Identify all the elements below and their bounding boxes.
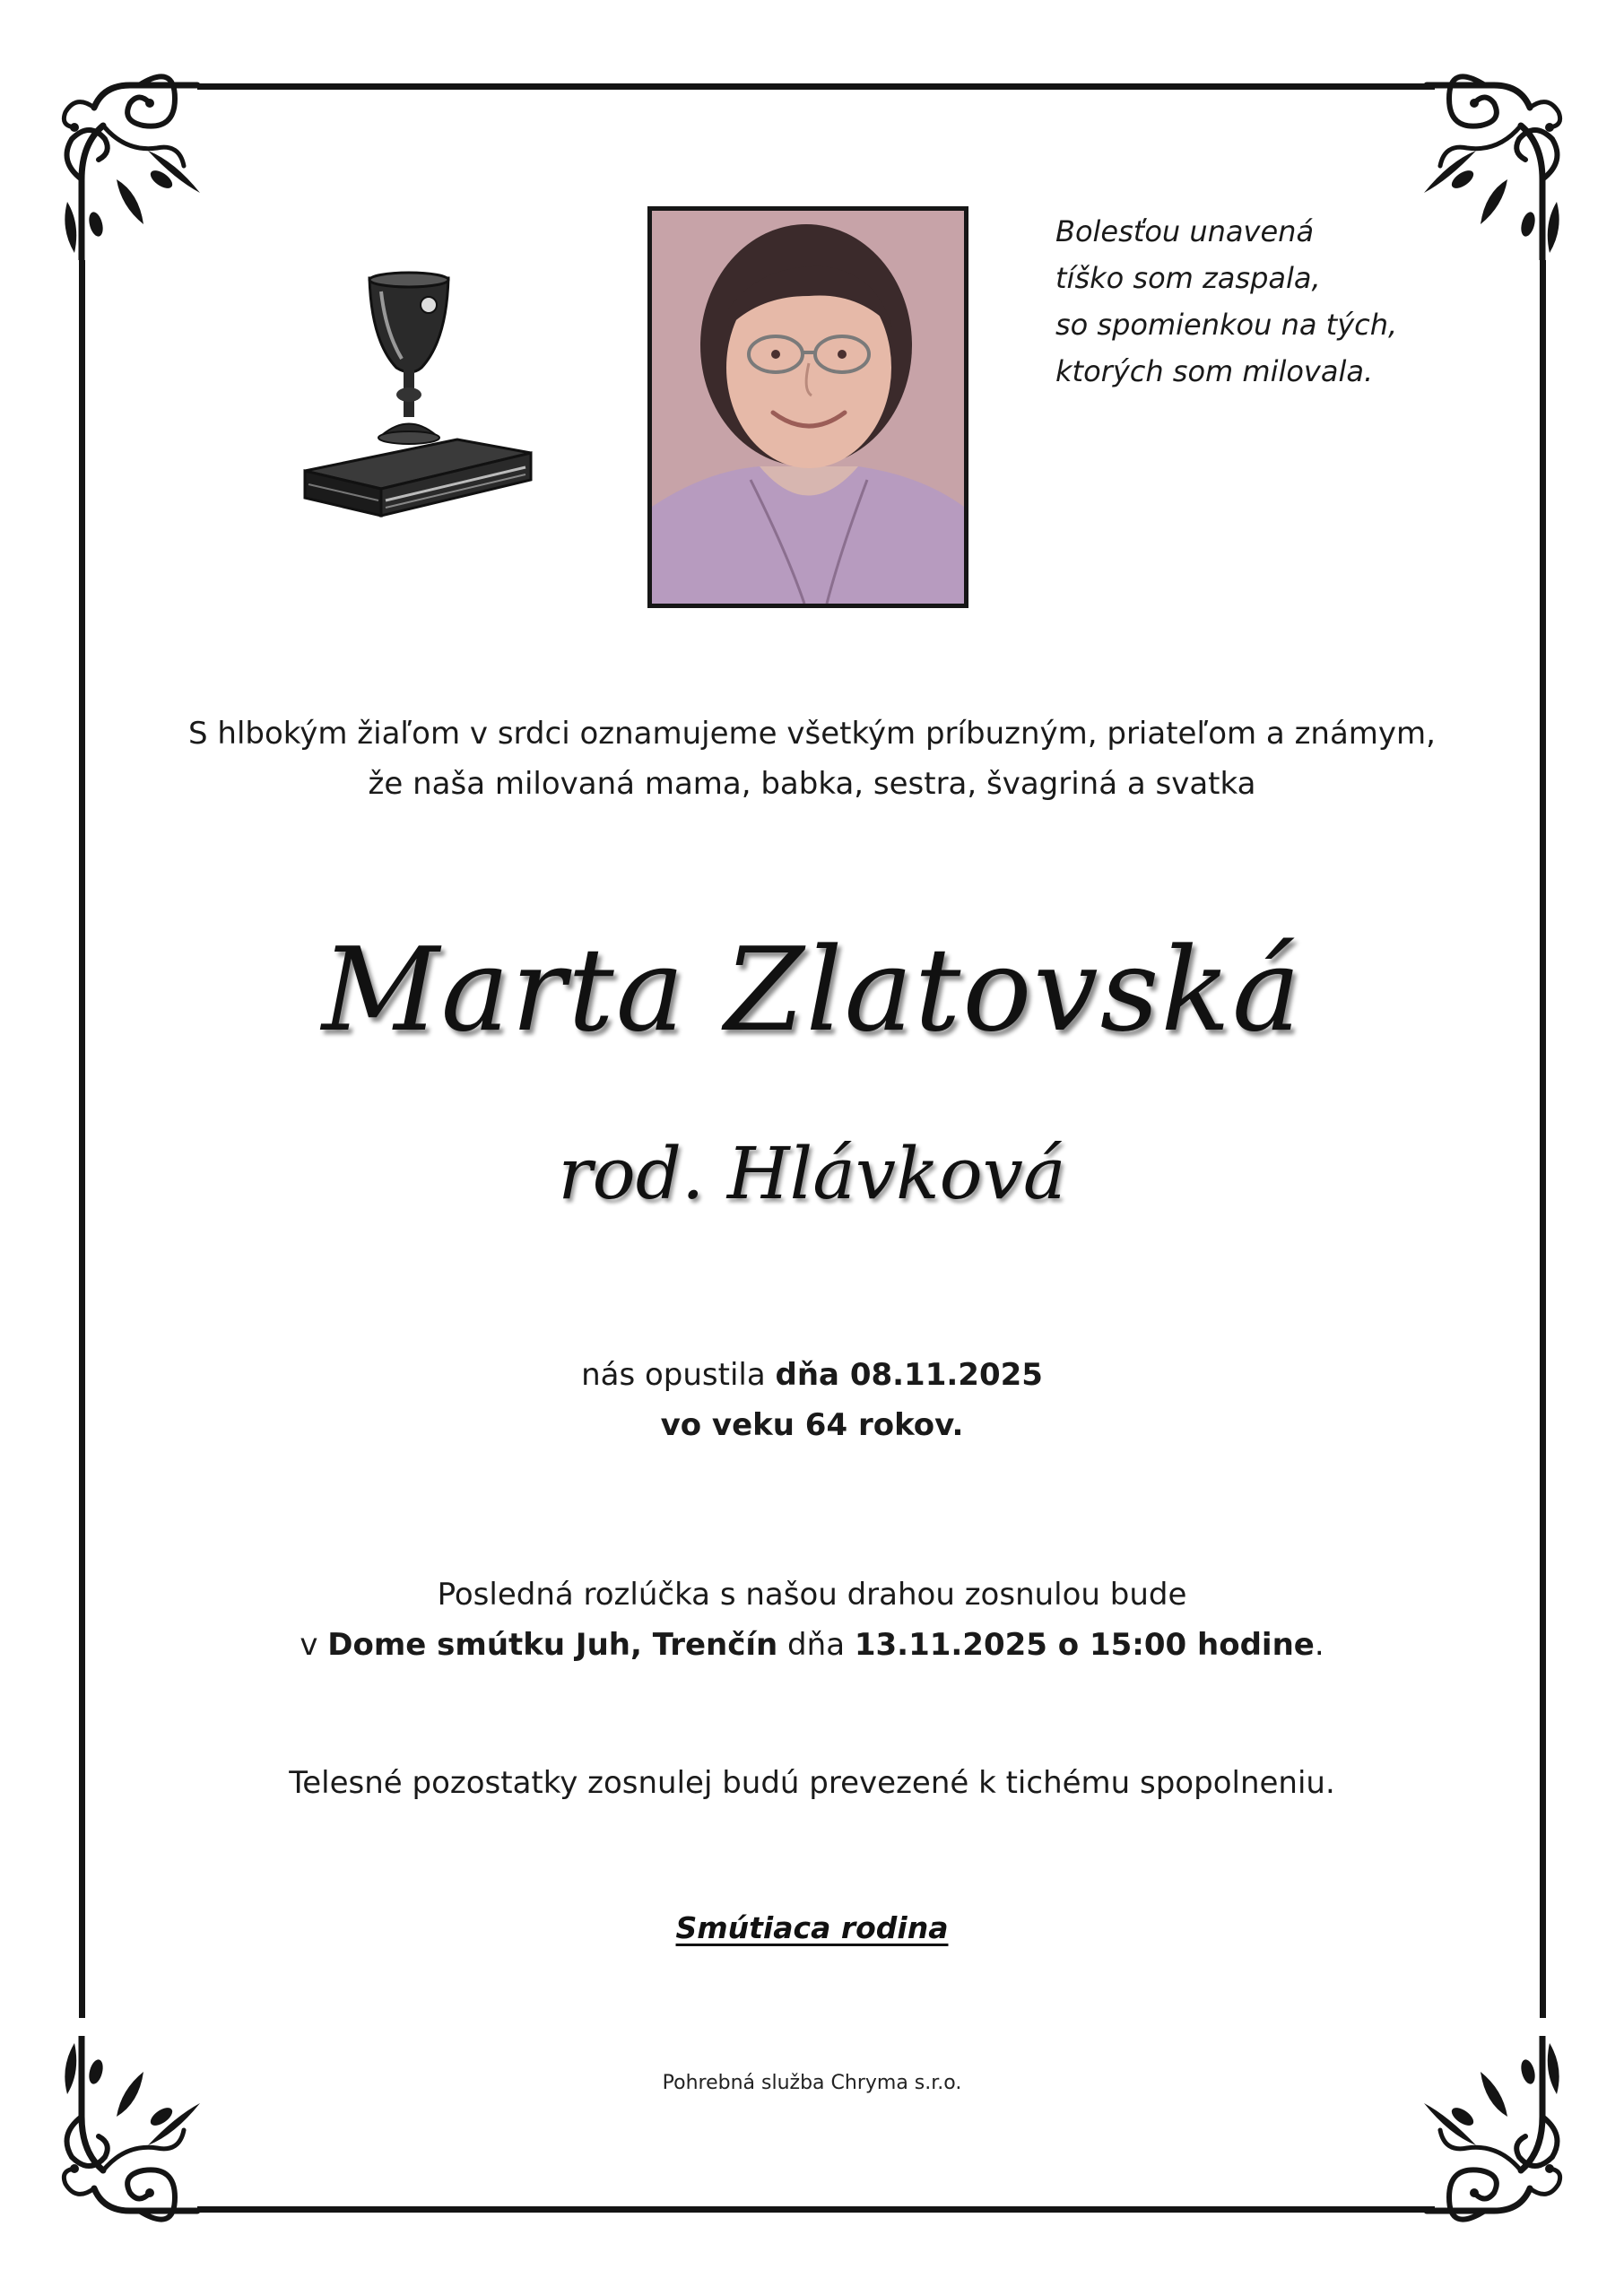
death-date-line [0,1350,1624,1400]
farewell-info [0,1570,1624,1670]
death-prefix: nás opustila [581,1357,776,1393]
remains-note [0,1758,1624,1808]
death-age-line [0,1400,1624,1450]
poem-line: tíško som zaspala, [1055,261,1321,295]
poem [1055,208,1468,395]
deceased-name: Marta Zlatovská [321,924,1303,1057]
farewell-place: Dome smútku Juh, Trenčín [327,1627,778,1663]
poem-line: Bolesťou unavená [1055,214,1315,248]
poem-line: so spomienkou na tých, [1055,308,1398,342]
funeral-service-footer: Pohrebná služba Chryma s.r.o. [662,2072,962,2094]
farewell-details [0,1620,1624,1670]
corner-ornament-icon [40,45,220,260]
poem-line: ktorých som milovala. [1055,354,1374,388]
farewell-middle: dňa [777,1627,855,1663]
death-date: dňa 08.11.2025 [775,1357,1043,1393]
death-info [0,1350,1624,1450]
farewell-datetime: 13.11.2025 o 15:00 hodine [854,1627,1315,1663]
remains-text: Telesné pozostatky zosnulej budú prevezené k tichému spopolneniu. [289,1765,1335,1801]
corner-ornament-icon [1404,2036,1584,2251]
frame-top-line [197,83,1435,90]
farewell-prefix: v [300,1627,328,1663]
family-signature: Smútiaca rodina [675,1910,949,1945]
intro-line: S hlbokým žiaľom v srdci oznamujeme všetkým príbuzným, priateľom a známym, [188,716,1436,752]
portrait-photo [647,206,968,608]
farewell-line: Posledná rozlúčka s našou drahou zosnulou bude [437,1577,1187,1613]
frame-bottom-line [197,2206,1435,2213]
announcement-intro [0,709,1624,809]
farewell-suffix: . [1314,1627,1324,1663]
chalice-on-book-icon [296,269,547,538]
corner-ornament-icon [40,2036,220,2251]
intro-line: že naša milovaná mama, babka, sestra, švagriná a svatka [368,766,1256,802]
maiden-name: rod. Hlávková [558,1132,1066,1215]
death-age: vo veku 64 rokov. [660,1407,964,1443]
